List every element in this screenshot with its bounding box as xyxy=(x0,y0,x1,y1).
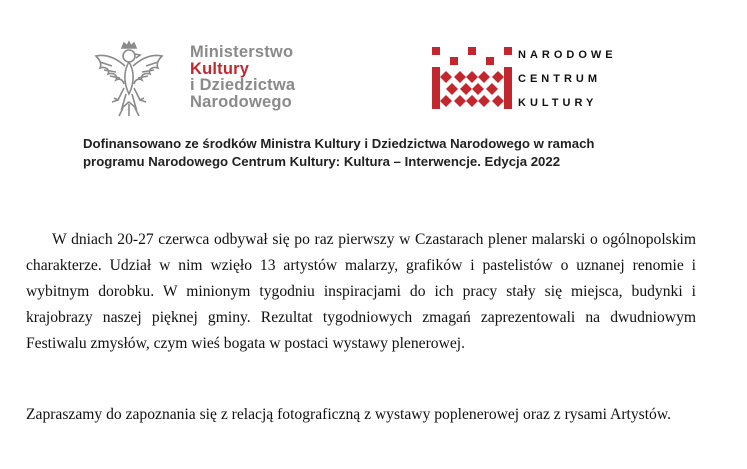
funding-line-2: programu Narodowego Centrum Kultury: Kultura – Interwencje. Edycja 2022 xyxy=(83,154,561,169)
logo-header xyxy=(0,0,747,125)
nck-line-1: NARODOWE xyxy=(518,49,617,61)
polish-eagle-emblem-icon xyxy=(88,40,170,120)
ministry-line-1: Ministerstwo xyxy=(190,43,294,61)
nck-line-2: CENTRUM xyxy=(518,73,601,85)
funding-line-1: Dofinansowano ze środków Ministra Kultury i Dziedzictwa Narodowego w ramach xyxy=(83,136,595,151)
nck-crown-logo-icon xyxy=(432,47,512,109)
article-paragraph-2: Zapraszamy do zapoznania się z relacją fotograficzną z wystawy poplenerowej oraz z rysami Artystów. xyxy=(26,406,671,423)
ministry-logo-text xyxy=(190,44,295,110)
nck-logo-text xyxy=(518,50,617,122)
nck-line-3: KULTURY xyxy=(518,97,598,109)
funding-notice xyxy=(83,135,683,171)
ministry-line-4: Narodowego xyxy=(190,92,292,111)
article-paragraph-1-text: W dniach 20-27 czerwca odbywał się po raz pierwszy w Czastarach plener malarski o ogólnopolskim charakterze. Udział w nim wzięło 13 artystów malarzy, grafików i pastelistów o uznanej renomie i wybitnym dorobku. W minionym tygodniu inspiracjami do ich pracy stały się miejsca, budynki i krajobrazy naszej pięknej gminy. Rezultat tygodniowych zmagań zaprezentowali na dwudniowym Festiwalu zmysłów, czym wieś bogata w postaci wystawy plenerowej. xyxy=(26,231,696,352)
ministry-line-2: Kultury xyxy=(190,59,250,78)
ministry-line-3: i Dziedzictwa xyxy=(190,76,296,94)
article-paragraph-1 xyxy=(26,227,696,357)
